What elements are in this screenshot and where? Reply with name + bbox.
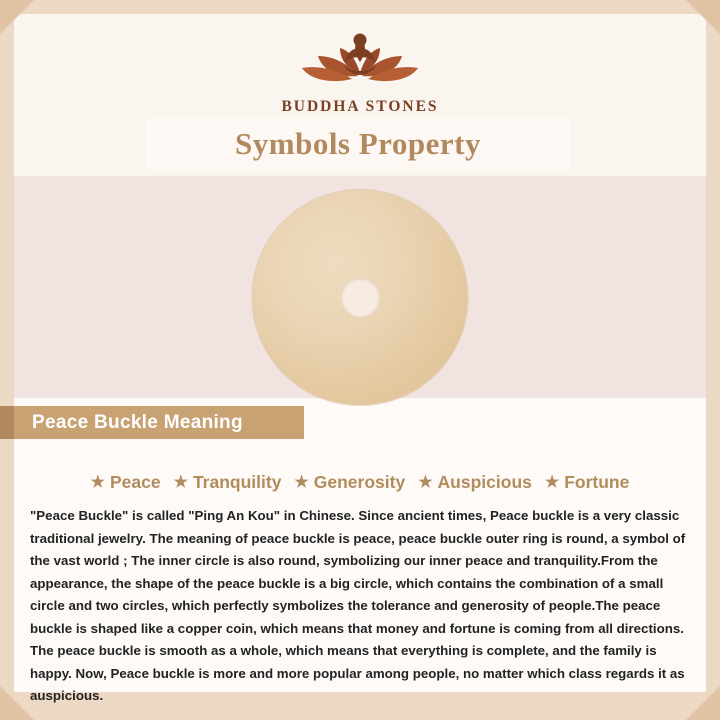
section-ribbon (14, 406, 304, 439)
page-title-bar (146, 118, 570, 170)
star-icon: ★ (294, 473, 309, 491)
keyword-item (174, 472, 282, 493)
keyword-item (91, 472, 161, 493)
keyword-label: Generosity (313, 472, 406, 492)
peace-buckle-disc-icon (253, 190, 468, 405)
page-title: Symbols Property (235, 126, 481, 161)
keyword-item (294, 472, 405, 493)
disc-center-hole (340, 278, 380, 318)
keyword-label: Peace (109, 472, 161, 492)
brand-name: BUDDHA STONES (281, 98, 439, 115)
brand-logo (0, 18, 720, 116)
product-image-area (0, 176, 720, 398)
star-icon: ★ (544, 473, 560, 491)
lotus-meditation-icon (280, 18, 440, 92)
ribbon-tail (0, 406, 14, 439)
corner-wedge-bottom-left (0, 686, 34, 720)
star-icon: ★ (90, 473, 105, 491)
keyword-label: Fortune (564, 472, 630, 492)
keyword-label: Tranquility (192, 472, 282, 492)
border-top (0, 0, 720, 14)
star-icon: ★ (173, 473, 188, 491)
keyword-list (0, 472, 720, 493)
star-icon: ★ (418, 473, 433, 491)
description-paragraph: "Peace Buckle" is called "Ping An Kou" in Chinese. Since ancient times, Peace buckle is a very classic traditional jewelry. The meaning of peace buckle is peace, peace buckle outer ring is round, a symbol of the vast world ; The inner circle is also round, symbolizing our inner peace and tranquility.From the appearance, the shape of the peace buckle is a big circle, which contains the combination of a small circle and two circles, which perfectly symbolizes the tolerance and generosity of people.The peace buckle is shaped like a copper coin, which means that money and fortune is coming from all directions. The peace buckle is smooth as a whole, which means that everything is complete, and the family is happy. Now, Peace buckle is more and more popular among people, no matter which class regards it as auspicious. (30, 508, 686, 703)
keyword-item (545, 472, 629, 493)
section-ribbon-label: Peace Buckle Meaning (32, 411, 243, 433)
keyword-label: Auspicious (437, 472, 532, 492)
keyword-item (418, 472, 532, 493)
